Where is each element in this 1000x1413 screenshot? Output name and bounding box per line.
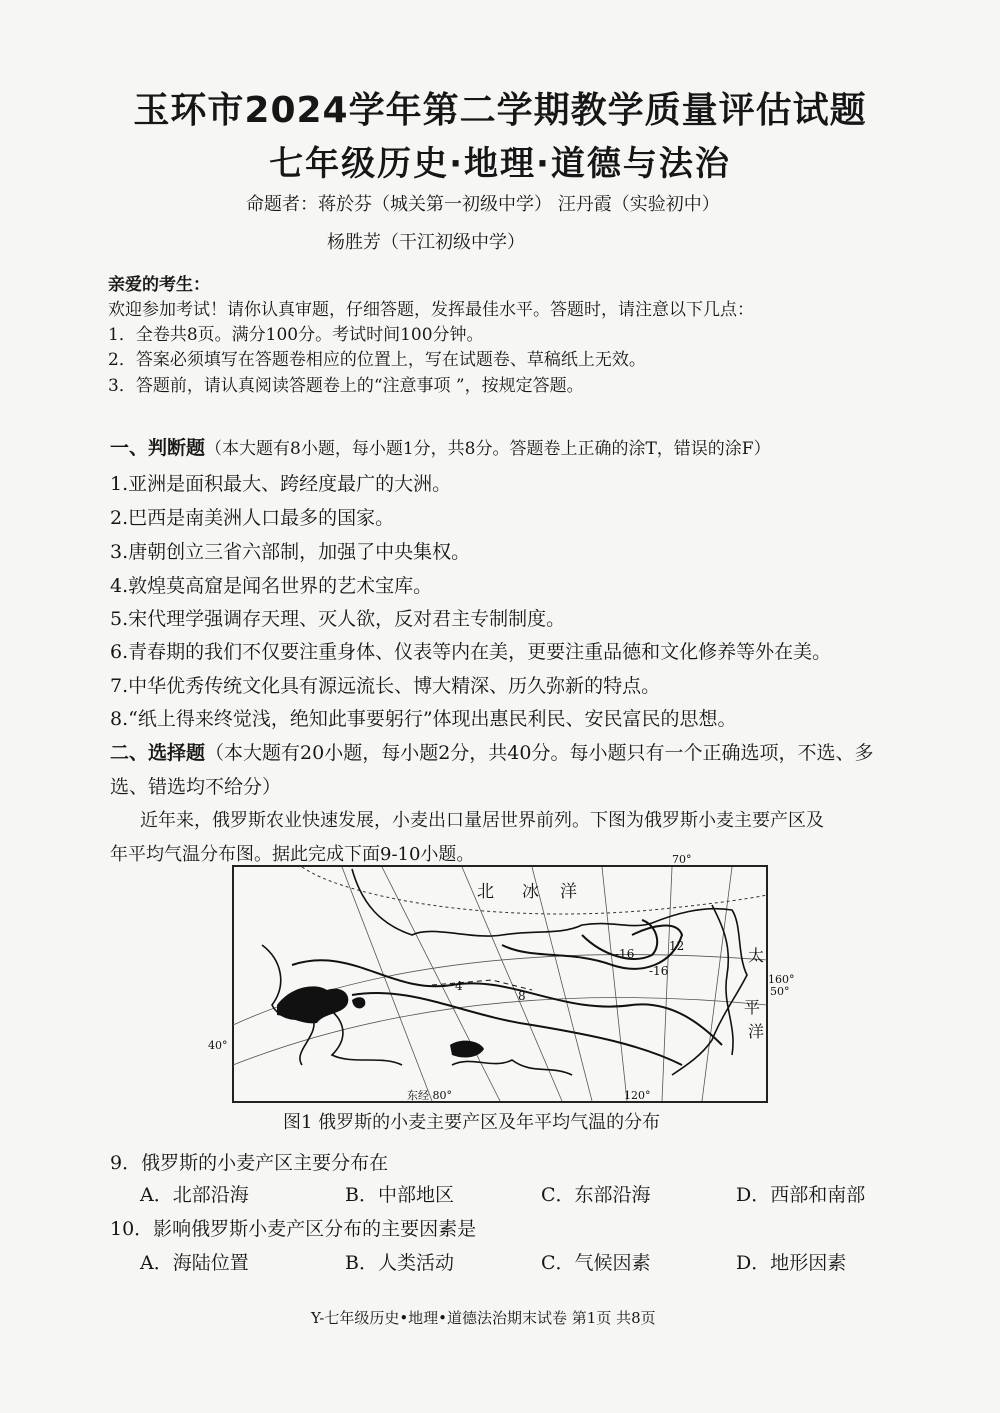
map-frame: [233, 866, 767, 1102]
authors-line-1: 命题者：蒋於芬（城关第一初级中学） 汪丹霞（实验初中）: [246, 194, 720, 215]
judge-question: 1.亚洲是面积最大、跨经度最广的大洲。: [110, 473, 452, 495]
notice-item: 3．答题前，请认真阅读答题卷上的“注意事项 ”，按规定答题。: [108, 376, 584, 396]
map-label-pacific: 太: [748, 946, 765, 965]
judge-question: 4.敦煌莫高窟是闻名世界的艺术宝库。: [110, 575, 433, 597]
map-label-lat: 70°: [672, 853, 692, 866]
section-2-desc: （本大题有20小题，每小题2分，共40分。每小题只有一个正确选项，不选、多: [205, 742, 874, 764]
map-label-isotherm: -16: [649, 964, 669, 978]
judge-question: 3.唐朝创立三省六部制，加强了中央集权。: [110, 541, 471, 563]
notice-item: 1．全卷共8页。满分100分。考试时间100分钟。: [108, 325, 484, 345]
q9-option-a: A．北部沿海: [140, 1184, 249, 1206]
q9-option-b: B．中部地区: [345, 1184, 454, 1206]
map-label-ocean: 北: [477, 882, 494, 902]
passage-line-1: 近年来，俄罗斯农业快速发展，小麦出口量居世界前列。下图为俄罗斯小麦主要产区及: [140, 810, 824, 831]
q9-option-d: D．西部和南部: [736, 1184, 866, 1206]
map-label-lon: 160°: [768, 973, 795, 986]
section-2-heading: [110, 738, 873, 765]
map-label-lon: 东经 80°: [407, 1089, 452, 1102]
map-label-ocean: 洋: [560, 882, 577, 902]
map-label-isotherm: 12: [669, 939, 685, 953]
section-1-heading: [110, 433, 771, 460]
map-label-pacific: 洋: [748, 1022, 765, 1041]
exam-subtitle: 七年级历史·地理·道德与法治: [269, 144, 731, 184]
map-label-lon: 120°: [624, 1089, 651, 1102]
question-10-stem: 10．影响俄罗斯小麦产区分布的主要因素是: [110, 1218, 477, 1240]
judge-question: 2.巴西是南美洲人口最多的国家。: [110, 507, 395, 529]
section-2-desc-cont: 选、错选均不给分）: [110, 776, 282, 798]
q10-option-b: B．人类活动: [345, 1252, 454, 1274]
section-2-label: 二、选择题: [110, 742, 206, 764]
q9-option-c: C．东部沿海: [541, 1184, 651, 1206]
map-caption: 图1 俄罗斯的小麦主要产区及年平均气温的分布: [283, 1112, 661, 1133]
judge-question: 8.“纸上得来终觉浅，绝知此事要躬行”体现出惠民利民、安民富民的思想。: [110, 708, 737, 730]
russia-wheat-map: [208, 853, 795, 1103]
section-1-desc: （本大题有8小题，每小题1分，共8分。答题卷上正确的涂T，错误的涂F）: [205, 439, 771, 459]
map-label-isotherm: 8: [518, 989, 526, 1003]
notice-item: 2．答案必须填写在答题卷相应的位置上，写在试题卷、草稿纸上无效。: [108, 350, 646, 370]
map-label-lat: 50°: [770, 985, 790, 998]
map-label-isotherm: 4: [455, 979, 463, 993]
page-footer: Y-七年级历史•地理•道德法治期末试卷 第1页 共8页: [311, 1309, 656, 1327]
q10-option-c: C．气候因素: [541, 1252, 651, 1274]
exam-title: 玉环市2024学年第二学期教学质量评估试题: [133, 90, 867, 131]
section-1-label: 一、判断题: [110, 437, 206, 459]
q10-option-d: D．地形因素: [736, 1252, 847, 1274]
notice-greeting: 亲爱的考生：: [108, 275, 210, 295]
judge-question: 5.宋代理学强调存天理、灭人欲，反对君主专制制度。: [110, 608, 566, 630]
map-label-ocean: 冰: [522, 882, 539, 902]
q10-option-a: A．海陆位置: [140, 1252, 249, 1274]
question-9-stem: 9．俄罗斯的小麦产区主要分布在: [110, 1152, 389, 1174]
judge-question: 7.中华优秀传统文化具有源远流长、博大精深、历久弥新的特点。: [110, 675, 661, 697]
map-label-pacific: 平: [744, 998, 761, 1017]
judge-question: 6.青春期的我们不仅要注重身体、仪表等内在美，更要注重品德和文化修养等外在美。: [110, 641, 832, 663]
passage-line-2: 年平均气温分布图。据此完成下面9-10小题。: [110, 844, 475, 865]
notice-intro: 欢迎参加考试！请你认真审题，仔细答题，发挥最佳水平。答题时，请注意以下几点：: [108, 300, 754, 320]
authors-line-2: 杨胜芳（干江初级中学）: [327, 232, 525, 253]
map-label-isotherm: -16: [615, 947, 635, 961]
map-label-lat: 40°: [208, 1039, 228, 1052]
